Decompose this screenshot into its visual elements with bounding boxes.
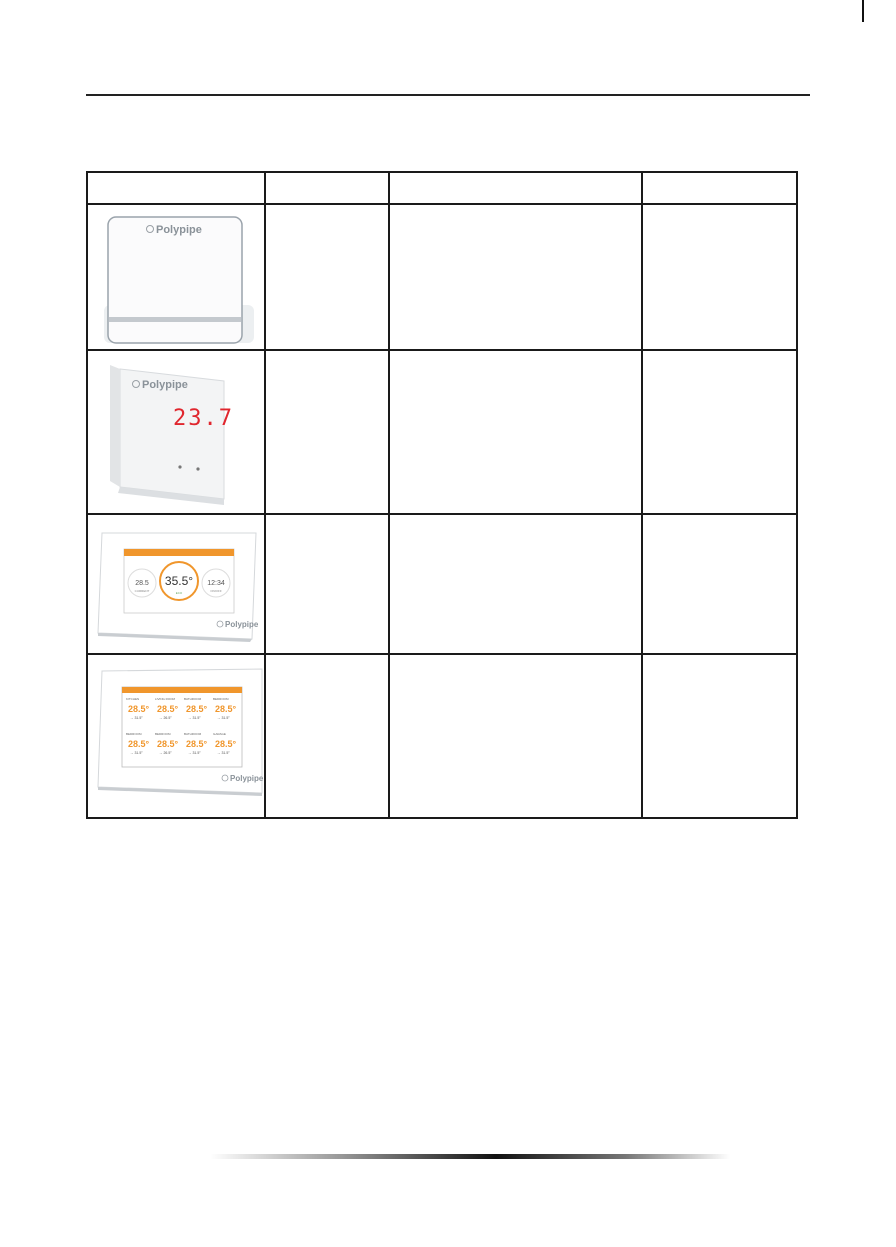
- wireless-thermostat-image: [88, 205, 264, 347]
- zone-temp: 28.5°: [186, 704, 208, 714]
- zone-name: BATHROOM: [184, 697, 202, 701]
- zone-temp: 28.5°: [215, 704, 237, 714]
- multizone-touchscreen-image: [88, 655, 264, 815]
- zone-setpoint: → 31.5°: [217, 716, 230, 720]
- zone-temp: 28.5°: [215, 739, 237, 749]
- current-label: CURRENT: [134, 589, 150, 593]
- table-header-cell: [87, 172, 265, 204]
- crop-mark: [862, 0, 864, 22]
- brand-logo: Polypipe: [230, 774, 264, 783]
- table-cell: [389, 654, 642, 818]
- zone-setpoint: → 31.5°: [130, 716, 143, 720]
- product-image-cell: [87, 514, 265, 654]
- table-cell: [389, 350, 642, 514]
- brand-logo: Polypipe: [142, 379, 188, 391]
- table-cell: [642, 204, 797, 350]
- zone-setpoint: → 31.5°: [188, 751, 201, 755]
- table-header-cell: [642, 172, 797, 204]
- brand-logo: Polypipe: [225, 620, 259, 629]
- product-image-cell: [87, 204, 265, 350]
- zone-name: GARAGE: [213, 732, 226, 736]
- zone-setpoint: → 26.5°: [159, 716, 172, 720]
- zone-setpoint: → 31.5°: [217, 751, 230, 755]
- table-row: [87, 514, 797, 654]
- table-cell: [389, 204, 642, 350]
- brand-logo: Polypipe: [156, 224, 202, 236]
- current-temp: 28.5: [135, 580, 149, 587]
- table-row: [87, 654, 797, 818]
- zone-temp: 28.5°: [157, 739, 179, 749]
- table-cell: [642, 350, 797, 514]
- zone-name: BEDROOM: [155, 732, 171, 736]
- product-image-cell: [87, 350, 265, 514]
- zone-setpoint: → 31.5°: [188, 716, 201, 720]
- footer-gradient-rule: [210, 1154, 730, 1159]
- product-image-cell: [87, 654, 265, 818]
- table-row: [87, 204, 797, 350]
- header-rule: [86, 94, 810, 96]
- table-header-cell: [265, 172, 389, 204]
- zone-temp: 28.5°: [186, 739, 208, 749]
- zone-name: BEDROOM: [126, 732, 142, 736]
- zone-temp: 28.5°: [128, 739, 150, 749]
- zone-setpoint: → 31.5°: [130, 751, 143, 755]
- zone-name: LIVING ROOM: [155, 697, 176, 701]
- zone-name: BEDROOM: [213, 697, 229, 701]
- table-header-row: [87, 172, 797, 204]
- table-cell: [265, 204, 389, 350]
- table-cell: [265, 654, 389, 818]
- zone-name: KITCHEN: [126, 697, 140, 701]
- zone-temp: 28.5°: [128, 704, 150, 714]
- table-row: [87, 350, 797, 514]
- products-table: [86, 171, 798, 819]
- temperature-display: 23.7: [173, 406, 234, 431]
- table-cell: [265, 514, 389, 654]
- zone-temp: 28.5°: [157, 704, 179, 714]
- zone-name: BATHROOM: [184, 732, 202, 736]
- setpoint-temp: 35.5°: [164, 574, 194, 588]
- mode-label: ECO: [175, 591, 183, 595]
- table-cell: [642, 654, 797, 818]
- table-cell: [265, 350, 389, 514]
- zone-setpoint: → 26.5°: [159, 751, 172, 755]
- clock-label: ON/OFF: [210, 589, 222, 593]
- touchscreen-thermostat-image: [88, 515, 264, 651]
- table-header-cell: [389, 172, 642, 204]
- clock-value: 12:34: [207, 580, 225, 587]
- digital-thermostat-image: [88, 351, 264, 511]
- table-cell: [389, 514, 642, 654]
- table-cell: [642, 514, 797, 654]
